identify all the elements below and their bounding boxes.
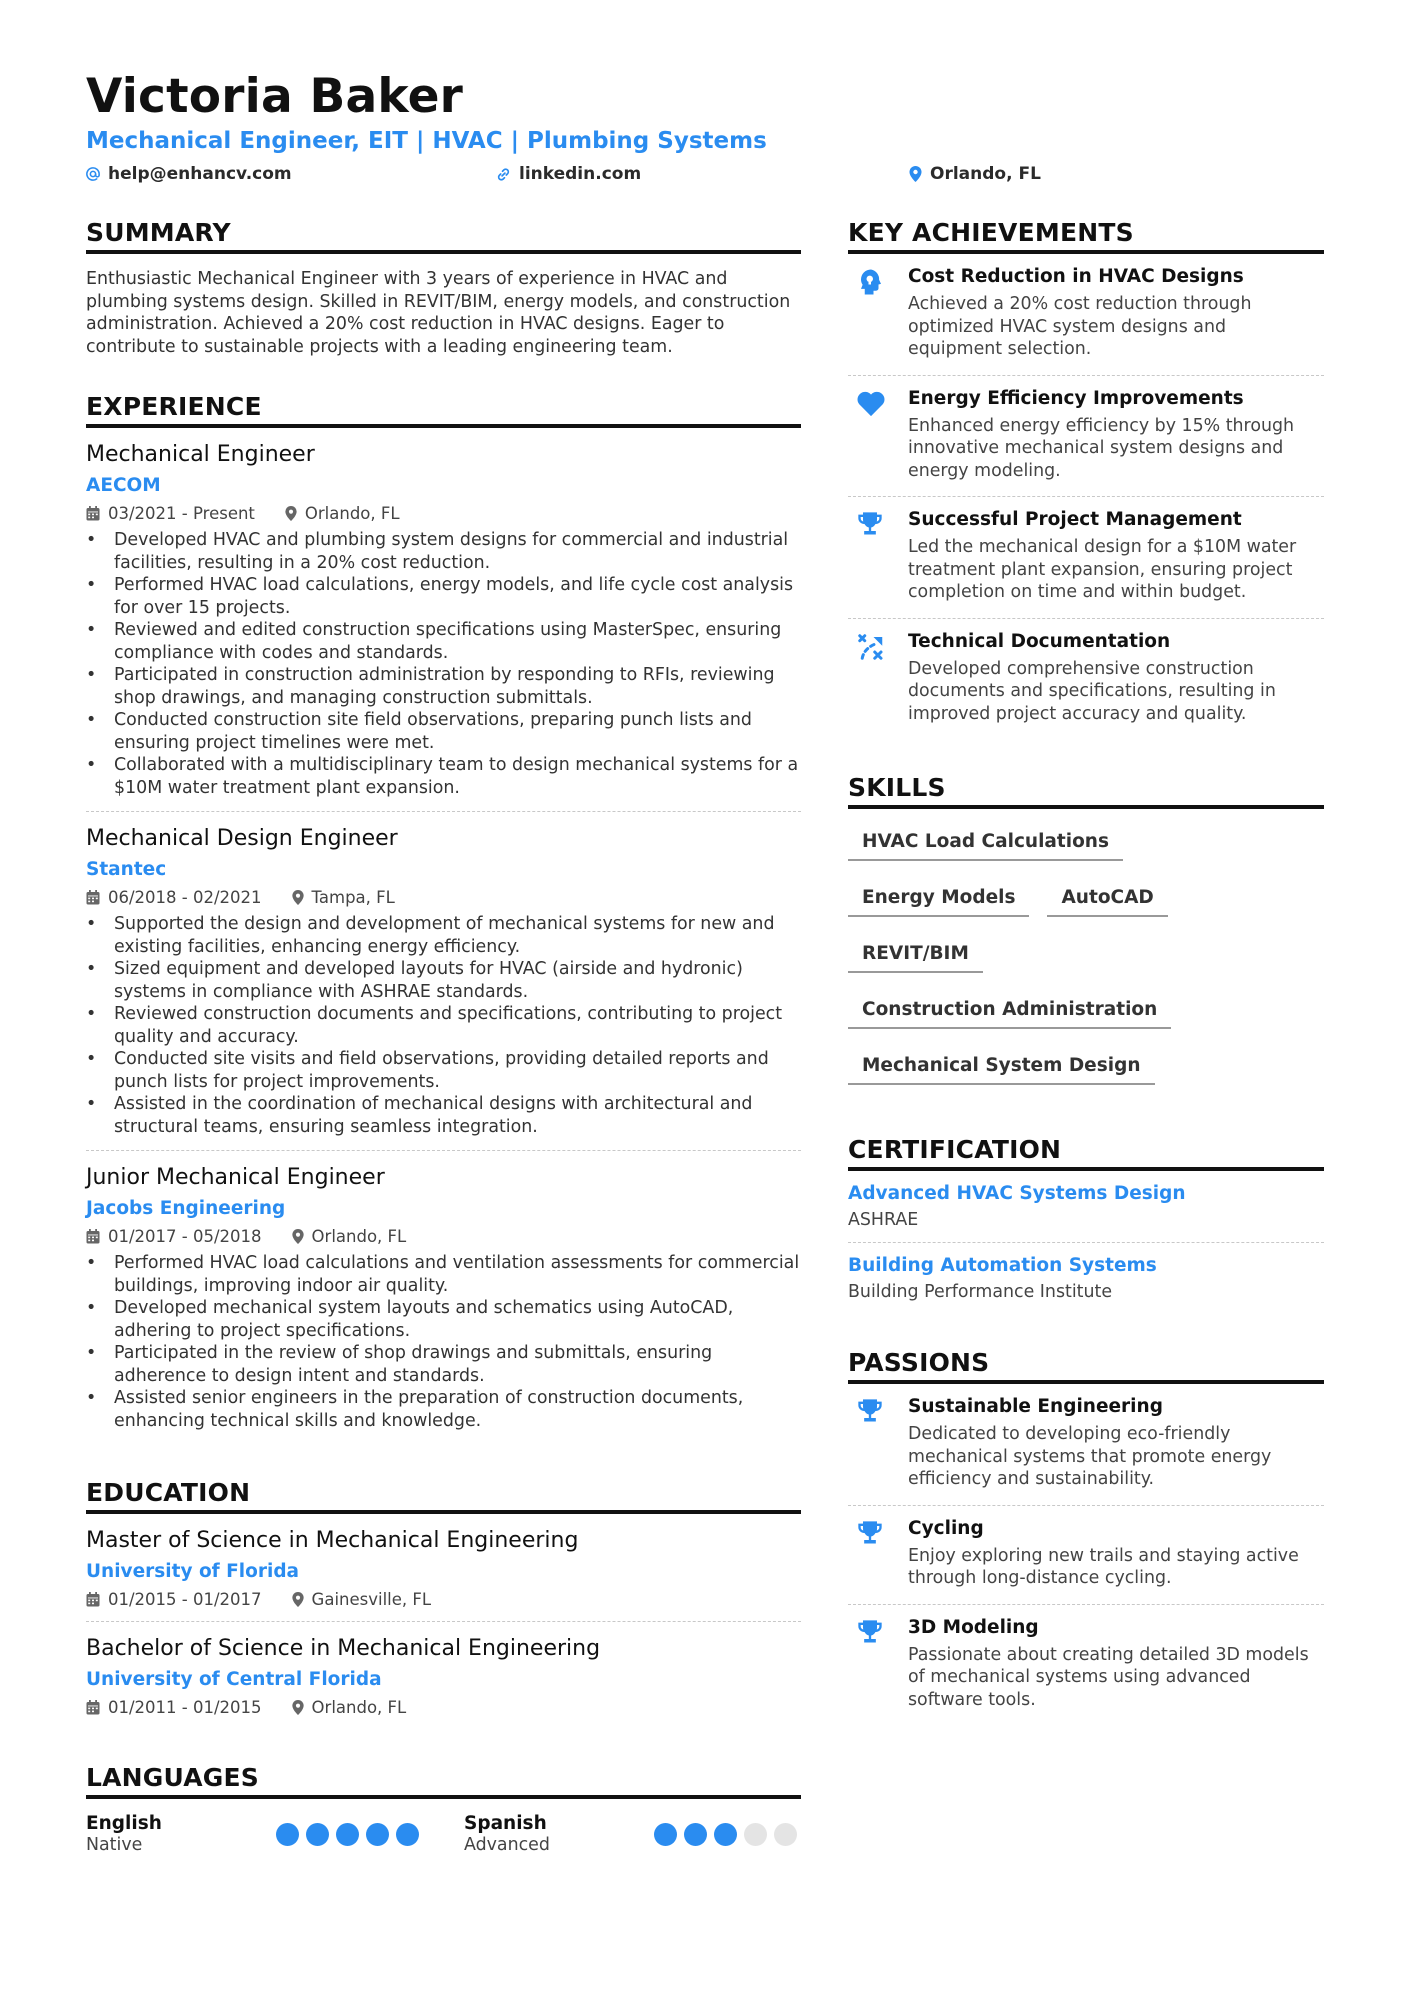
languages-section [86,1763,801,1855]
company-name: Jacobs Engineering [86,1198,286,1220]
section-title: SKILLS [848,773,1324,809]
contact-location [909,164,1041,184]
job-meta [86,1227,801,1246]
rating-dot-filled [714,1823,737,1846]
skills-section [848,773,1324,1101]
achievement-body [908,631,1324,726]
certification-entry [848,1243,1324,1314]
passion-title: 3D Modeling [908,1616,1039,1638]
job-meta [86,504,801,523]
achievement-description: Achieved a 20% cost reduction through optimized HVAC system designs and equipment selection. [908,294,1252,360]
job-location [292,1227,407,1246]
skill-tag: REVIT/BIM [848,933,983,973]
job-bullets [86,913,801,1138]
passion-description: Dedicated to developing eco-friendly mechanical systems that promote energy efficiency and sustainability. [908,1424,1272,1490]
section-title: EXPERIENCE [86,392,801,428]
passion-description: Enjoy exploring new trails and staying active through long-distance cycling. [908,1545,1299,1589]
education-entry [86,1622,801,1729]
bullet-item: • Reviewed construction documents and specifications, contributing to project quality and accuracy. [86,1003,801,1048]
language-rating [654,1823,797,1855]
job-bullets [86,529,801,799]
location-text: Orlando, FL [930,164,1041,185]
bullet-item: • Performed HVAC load calculations and ventilation assessments for commercial buildings, improving indoor air quality. [86,1252,801,1297]
rating-dot-filled [306,1823,329,1846]
headline: Mechanical Engineer, EIT | HVAC | Plumbing Systems [86,128,767,155]
achievement-description: Led the mechanical design for a $10M water treatment plant expansion, ensuring project completion on time and within budget. [908,537,1297,603]
bullet-item: • Conducted construction site field observations, preparing punch lists and ensuring project timelines were met. [86,709,801,754]
education-location [292,1590,432,1609]
contact-linkedin[interactable] [496,164,909,184]
skill-tag: AutoCAD [1047,877,1167,917]
language-name: English [86,1813,162,1835]
head-idea-icon [848,266,908,361]
section-title: EDUCATION [86,1478,801,1514]
language-text [464,1813,654,1855]
certification-section [848,1135,1324,1314]
job-title: Mechanical Engineer [86,442,315,468]
dates-text: 01/2015 - 01/2017 [108,1590,262,1610]
rating-dot-empty [744,1823,767,1846]
achievement-description: Enhanced energy efficiency by 15% through innovative mechanical system designs and energy modeling. [908,415,1295,481]
left-column [86,218,801,1889]
language-entry [464,1813,801,1855]
achievement-body [908,266,1324,361]
strategy-icon [848,631,908,726]
passion-body [908,1518,1324,1590]
education-section [86,1478,801,1729]
candidate-name: Victoria Baker [86,69,464,124]
bullet-item: • Developed mechanical system layouts and schematics using AutoCAD, adhering to project specifications. [86,1297,801,1342]
content-columns [86,218,1324,1889]
company-name: Stantec [86,859,167,881]
rating-dot-filled [336,1823,359,1846]
language-level: Advanced [464,1835,550,1856]
job-location [285,504,400,523]
email-text: help@enhancv.com [108,164,292,185]
job-title: Mechanical Design Engineer [86,826,398,852]
rating-dot-filled [396,1823,419,1846]
achievement-title: Energy Efficiency Improvements [908,387,1244,409]
education-meta [86,1590,801,1609]
rating-dot-empty [774,1823,797,1846]
degree: Bachelor of Science in Mechanical Engineering [86,1636,601,1662]
bullet-item: • Assisted in the coordination of mechanical designs with architectural and structural teams, ensuring seamless integration. [86,1093,801,1138]
achievement-body [908,388,1324,483]
dates-text: 06/2018 - 02/2021 [108,888,262,908]
achievement-title: Successful Project Management [908,509,1242,531]
section-title: SUMMARY [86,218,801,254]
trophy-icon [848,509,908,604]
section-title: KEY ACHIEVEMENTS [848,218,1324,254]
job-entry [86,428,801,812]
skill-tag: HVAC Load Calculations [848,821,1123,861]
degree: Master of Science in Mechanical Engineering [86,1528,579,1554]
job-location [292,888,395,907]
job-entry [86,812,801,1151]
skill-list [848,821,1324,1101]
passions-section [848,1348,1324,1725]
rating-dot-filled [654,1823,677,1846]
achievement-title: Cost Reduction in HVAC Designs [908,266,1244,288]
achievement-entry [848,497,1324,619]
achievement-title: Technical Documentation [908,630,1171,652]
language-rating [276,1823,419,1855]
language-text [86,1813,276,1855]
location-text: Orlando, FL [311,1698,407,1718]
education-dates [86,1698,262,1717]
calendar-icon [86,1592,100,1607]
skill-tag: Energy Models [848,877,1029,917]
location-pin-icon [285,506,297,521]
job-bullets [86,1252,801,1432]
right-column [848,218,1324,1889]
passion-body [908,1617,1324,1712]
contact-row [86,164,1324,184]
dates-text: 01/2011 - 01/2015 [108,1698,262,1718]
passion-entry [848,1384,1324,1506]
bullet-item: • Conducted site visits and field observations, providing detailed reports and punch lists for project improvements. [86,1048,801,1093]
achievement-entry [848,619,1324,740]
header [86,70,1324,184]
section-title: CERTIFICATION [848,1135,1324,1171]
skill-tag: Construction Administration [848,989,1171,1029]
certification-title: Advanced HVAC Systems Design [848,1183,1186,1205]
section-title: LANGUAGES [86,1763,801,1799]
contact-email[interactable] [86,164,496,184]
at-icon [86,167,100,181]
school-name: University of Florida [86,1561,300,1583]
job-dates [86,504,255,523]
calendar-icon [86,1229,100,1244]
bullet-item: • Participated in construction administration by responding to RFIs, reviewing shop drawings, and managing construction submittals. [86,664,801,709]
job-entry [86,1151,801,1444]
bullet-item: • Supported the design and development of mechanical systems for new and existing facilities, enhancing energy efficiency. [86,913,801,958]
rating-dot-filled [276,1823,299,1846]
calendar-icon [86,506,100,521]
bullet-item: • Collaborated with a multidisciplinary team to design mechanical systems for a $10M water treatment plant expansion. [86,754,801,799]
location-pin-icon [292,890,304,905]
company-name: AECOM [86,475,161,497]
certification-entry [848,1171,1324,1243]
bullet-item: • Participated in the review of shop drawings and submittals, ensuring adherence to design intent and standards. [86,1342,801,1387]
education-meta [86,1698,801,1717]
certification-issuer: Building Performance Institute [848,1282,1113,1303]
language-entry [86,1813,464,1855]
job-dates [86,888,262,907]
education-location [292,1698,407,1717]
education-entry [86,1514,801,1622]
certification-issuer: ASHRAE [848,1210,919,1231]
linkedin-text: linkedin.com [519,164,642,185]
job-title: Junior Mechanical Engineer [86,1165,385,1191]
experience-section [86,392,801,1444]
trophy-icon [848,1396,908,1491]
calendar-icon [86,890,100,905]
skill-tag: Mechanical System Design [848,1045,1155,1085]
achievement-description: Developed comprehensive construction documents and specifications, resulting in improved project accuracy and quality. [908,658,1276,724]
bullet-item: • Assisted senior engineers in the preparation of construction documents, enhancing technical skills and knowledge. [86,1387,801,1432]
trophy-icon [848,1617,908,1712]
school-name: University of Central Florida [86,1669,382,1691]
achievement-entry [848,254,1324,376]
link-icon [496,167,511,182]
location-text: Gainesville, FL [311,1590,432,1610]
heart-icon [848,388,908,483]
trophy-icon [848,1518,908,1590]
location-pin-icon [292,1700,304,1715]
bullet-item: • Developed HVAC and plumbing system designs for commercial and industrial facilities, resulting in a 20% cost reduction. [86,529,801,574]
language-list [86,1813,801,1855]
passion-body [908,1396,1324,1491]
job-meta [86,888,801,907]
certification-title: Building Automation Systems [848,1255,1157,1277]
passion-entry [848,1605,1324,1726]
location-pin-icon [292,1229,304,1244]
dates-text: 03/2021 - Present [108,504,255,524]
achievement-body [908,509,1324,604]
dates-text: 01/2017 - 05/2018 [108,1227,262,1247]
rating-dot-filled [684,1823,707,1846]
bullet-item: • Reviewed and edited construction specifications using MasterSpec, ensuring compliance with codes and standards. [86,619,801,664]
rating-dot-filled [366,1823,389,1846]
achievement-entry [848,376,1324,498]
language-level: Native [86,1835,143,1856]
section-title: PASSIONS [848,1348,1324,1384]
location-text: Orlando, FL [304,504,400,524]
language-name: Spanish [464,1813,547,1835]
passion-title: Sustainable Engineering [908,1396,1163,1418]
passion-entry [848,1506,1324,1605]
summary-section [86,218,801,358]
achievements-section [848,218,1324,739]
education-dates [86,1590,262,1609]
passion-title: Cycling [908,1517,984,1539]
location-pin-icon [909,166,922,182]
summary-text: Enthusiastic Mechanical Engineer with 3 years of experience in HVAC and plumbing systems design. Skilled in REVIT/BIM, energy models, and construction administration. Achieved a 20% cost reduction in HVAC designs. Eager to contribute to sustainable projects with a leading engineering team. [86,269,791,357]
calendar-icon [86,1700,100,1715]
location-pin-icon [292,1592,304,1607]
bullet-item: • Performed HVAC load calculations, energy models, and life cycle cost analysis for over 15 projects. [86,574,801,619]
location-text: Orlando, FL [311,1227,407,1247]
job-dates [86,1227,262,1246]
location-text: Tampa, FL [311,888,395,908]
passion-description: Passionate about creating detailed 3D models of mechanical systems using advanced software tools. [908,1644,1309,1710]
bullet-item: • Sized equipment and developed layouts for HVAC (airside and hydronic) systems in compliance with ASHRAE standards. [86,958,801,1003]
